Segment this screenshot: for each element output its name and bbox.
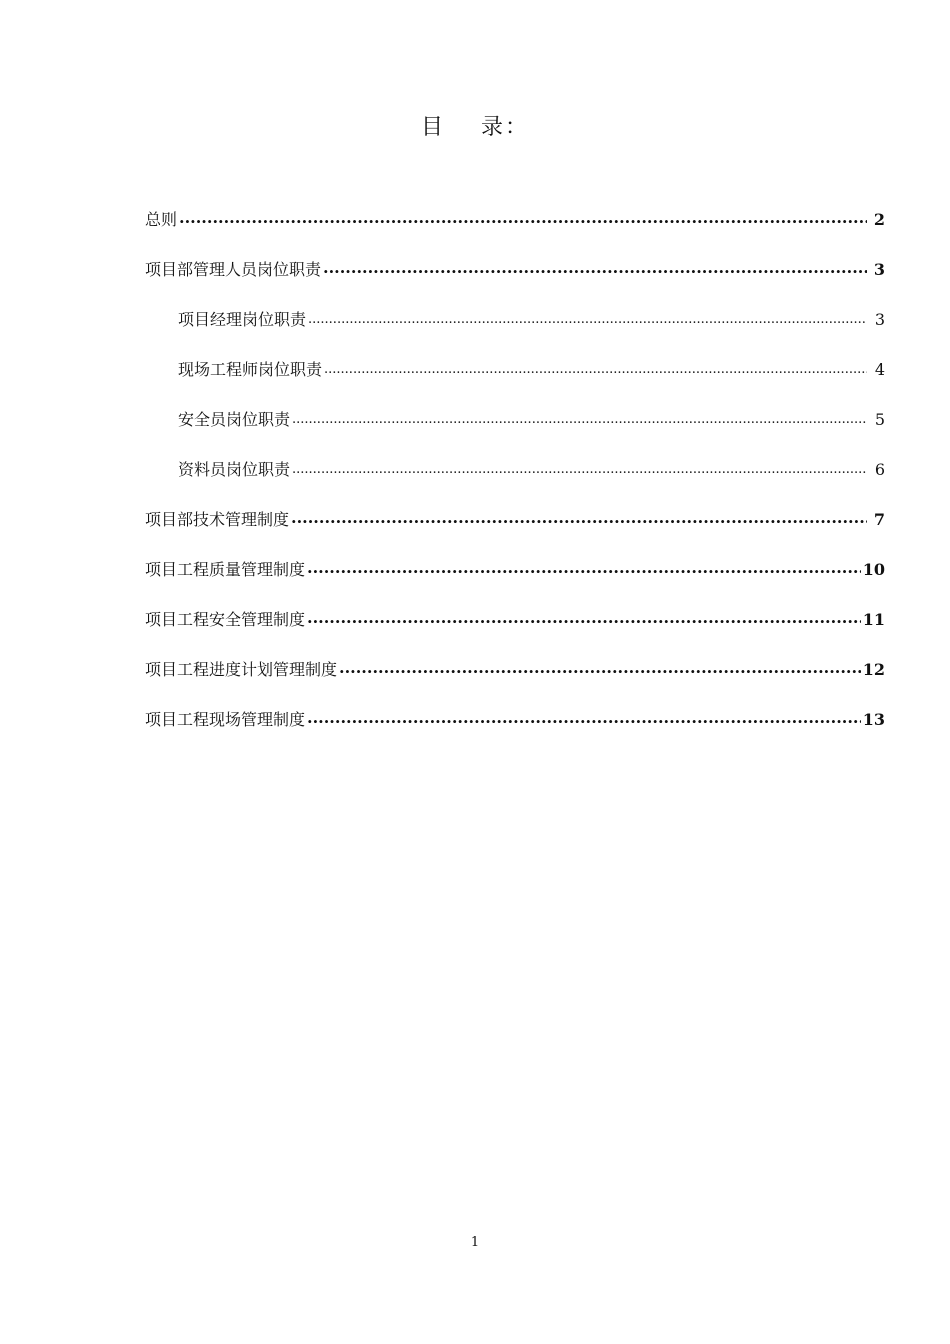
toc-entry-general[interactable] (145, 205, 885, 255)
toc-entry-label: 现场工程师岗位职责 (178, 360, 323, 379)
toc-entry-schedule-management[interactable] (145, 655, 885, 705)
toc-entry-site-engineer[interactable] (145, 355, 885, 405)
toc-entry-quality-management[interactable] (145, 555, 885, 605)
toc-entry-label: 安全员岗位职责 (178, 410, 291, 429)
toc-leader-dots (179, 203, 867, 233)
toc-entry-page: 6 (874, 460, 885, 479)
toc-entry-label: 总则 (145, 210, 178, 229)
toc-entry-document-clerk[interactable] (145, 455, 885, 505)
toc-title-part1: 目 (420, 115, 445, 140)
toc-entry-page: 11 (862, 610, 885, 629)
toc-entry-site-management[interactable] (145, 705, 885, 755)
toc-entry-page: 13 (862, 710, 885, 729)
toc-entry-page: 4 (874, 360, 885, 379)
toc-list (145, 205, 885, 755)
toc-entry-label: 项目部技术管理制度 (145, 510, 290, 529)
toc-entry-staff-duties[interactable] (145, 255, 885, 305)
toc-entry-page: 3 (873, 260, 885, 279)
toc-entry-label: 项目工程安全管理制度 (145, 610, 306, 629)
toc-leader-dots (323, 253, 867, 283)
toc-entry-label: 项目工程进度计划管理制度 (145, 660, 338, 679)
toc-entry-safety-officer[interactable] (145, 405, 885, 455)
page-number-footer: 1 (470, 1235, 480, 1250)
toc-leader-dots (292, 455, 867, 485)
toc-leader-dots (307, 603, 861, 633)
toc-entry-safety-management[interactable] (145, 605, 885, 655)
toc-title-part2: 录： (481, 115, 530, 140)
toc-leader-dots (307, 553, 861, 583)
toc-entry-label: 资料员岗位职责 (178, 460, 291, 479)
toc-entry-technical-management[interactable] (145, 505, 885, 555)
toc-entry-label: 项目经理岗位职责 (178, 310, 307, 329)
toc-entry-label: 项目工程质量管理制度 (145, 560, 306, 579)
toc-leader-dots (307, 703, 861, 733)
toc-entry-page: 2 (873, 210, 885, 229)
toc-entry-page: 7 (873, 510, 885, 529)
toc-entry-page: 10 (862, 560, 885, 579)
toc-leader-dots (308, 305, 867, 335)
toc-leader-dots (292, 405, 867, 435)
toc-entry-project-manager[interactable] (145, 305, 885, 355)
toc-entry-page: 5 (874, 410, 885, 429)
toc-entry-page: 3 (874, 310, 885, 329)
toc-title (0, 110, 950, 141)
toc-leader-dots (324, 355, 867, 385)
toc-entry-label: 项目部管理人员岗位职责 (145, 260, 322, 279)
toc-entry-page: 12 (862, 660, 885, 679)
toc-leader-dots (291, 503, 867, 533)
toc-entry-label: 项目工程现场管理制度 (145, 710, 306, 729)
toc-leader-dots (339, 653, 861, 683)
